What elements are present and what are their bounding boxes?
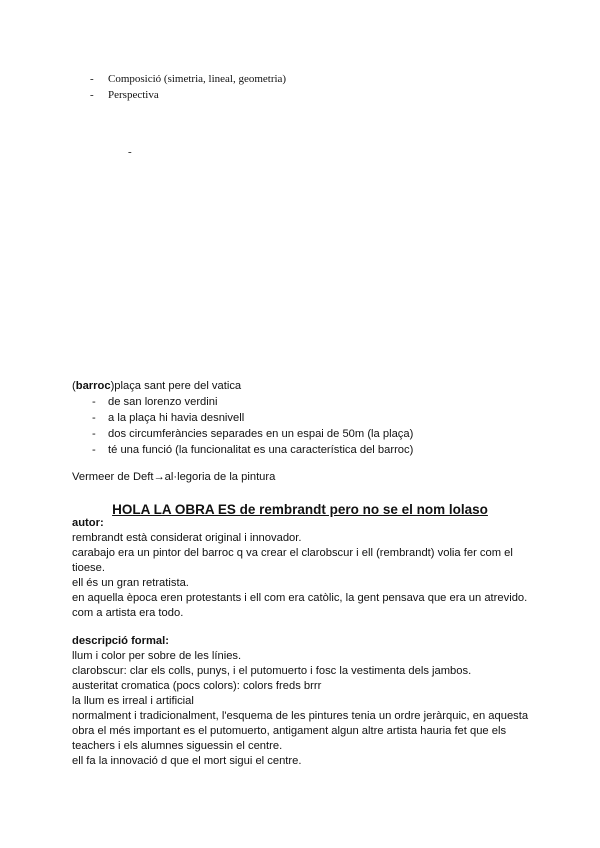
autor-line: en aquella època eren protestants i ell com era catòlic, la gent pensava que era un atrevido.	[72, 592, 528, 604]
descripcio-line: llum i color per sobre de les línies.	[72, 650, 242, 662]
barroc-item: de san lorenzo verdini	[108, 396, 218, 408]
autor-paragraph	[72, 531, 542, 621]
barroc-open-paren: (	[72, 380, 76, 392]
bullet-dash: -	[90, 89, 94, 101]
descripcio-line: la llum es irreal i artificial	[72, 695, 194, 707]
descripcio-line: teachers i els alumnes siguessin el centre.	[72, 740, 283, 752]
bullet-composicio: Composició (simetria, lineal, geometria)	[108, 73, 287, 85]
autor-line: rembrandt està considerat original i innovador.	[72, 532, 302, 544]
autor-line: ell és un gran retratista.	[72, 577, 189, 589]
barroc-title	[72, 379, 241, 393]
autor-label: autor:	[72, 517, 104, 529]
descripcio-paragraph	[72, 649, 542, 769]
descripcio-line: clarobscur: clar els colls, punys, i el putomuerto i fosc la vestimenta dels jambos.	[72, 665, 472, 677]
bullet-dash: -	[92, 396, 96, 408]
barroc-title-rest: )plaça sant pere del vatica	[110, 380, 242, 392]
descripcio-line: obra el més important es el putomuerto, antigament algun altre artista hauria fet que els	[72, 725, 507, 737]
autor-line: tioese.	[72, 562, 105, 574]
bullet-dash: -	[90, 73, 94, 85]
descripcio-line: ell fa la innovació d que el mort sigui el centre.	[72, 755, 302, 767]
barroc-item: té una funció (la funcionalitat es una característica del barroc)	[108, 444, 414, 456]
bullet-dash: -	[92, 428, 96, 440]
document-heading: HOLA LA OBRA ES de rembrandt pero no se el nom lolaso	[112, 502, 488, 517]
barroc-item: dos circumferàncies separades en un espai de 50m (la plaça)	[108, 428, 414, 440]
bullet-dash: -	[92, 444, 96, 456]
autor-line: carabajo era un pintor del barroc q va crear el clarobscur i ell (rembrandt) volia fer com el	[72, 547, 513, 559]
vermeer-line: Vermeer de Deft→al·legoria de la pintura	[72, 471, 276, 483]
lone-dash: -	[128, 146, 132, 158]
autor-line: com a artista era todo.	[72, 607, 184, 619]
barroc-item: a la plaça hi havia desnivell	[108, 412, 245, 424]
barroc-label: barroc	[75, 380, 111, 392]
bullet-perspectiva: Perspectiva	[108, 89, 159, 101]
descripcio-line: austeritat cromatica (pocs colors): colors freds brrr	[72, 680, 322, 692]
descripcio-label: descripció formal:	[72, 635, 169, 647]
descripcio-line: normalment i tradicionalment, l'esquema de les pintures tenia un ordre jeràrquic, en aquesta	[72, 710, 529, 722]
bullet-dash: -	[92, 412, 96, 424]
